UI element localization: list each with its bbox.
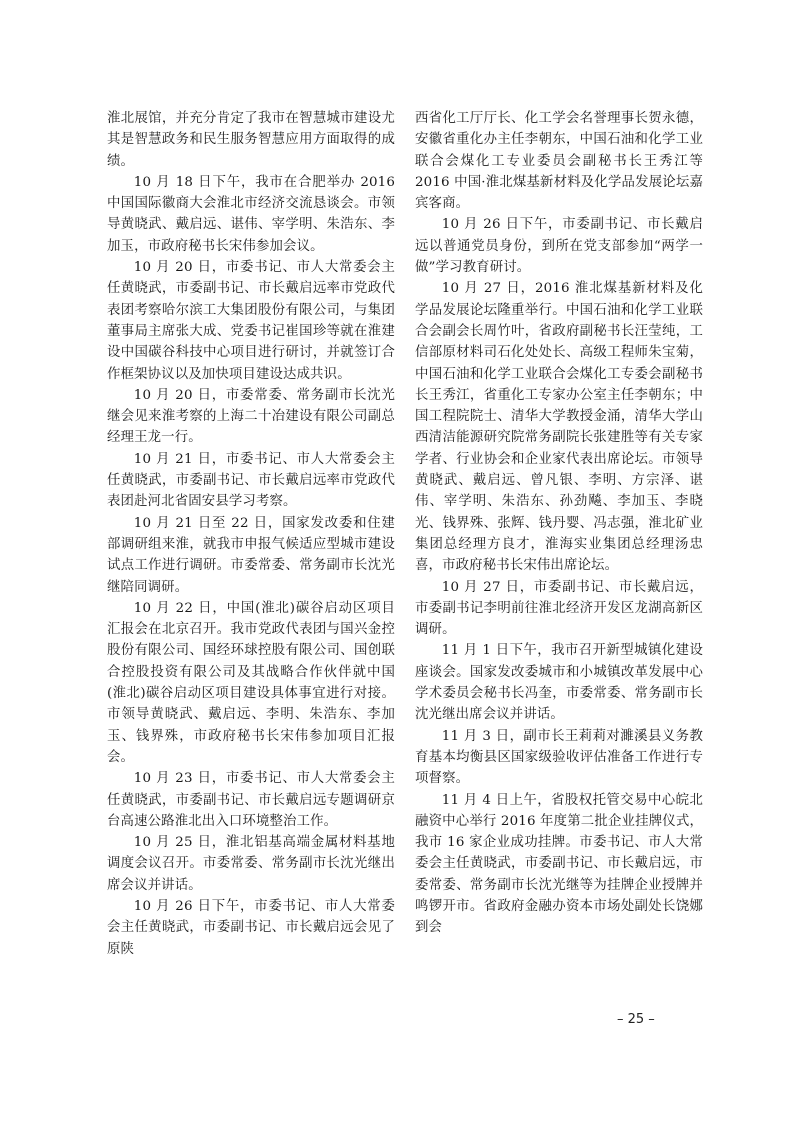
paragraph: 西省化工厅厅长、化工学会名誉理事长贺永德，安徽省重化办主任李朝东，中国石油和化学工业联合会煤化工专业委员会副秘书长王秀江等 2016 中国·淮北煤基新材料及化学品发展论坛嘉宾客商。 [415, 111, 703, 212]
right-column [415, 108, 703, 939]
paragraph: 10 月 25 日，淮北铝基高端金属材料基地调度会议召开。市委常委、常务副市长沈光继出席会议并讲话。 [107, 835, 395, 893]
page-number: – 25 – [617, 1012, 655, 1027]
paragraph: 10 月 27 日，2016 淮北煤基新材料及化学品发展论坛隆重举行。中国石油和化学工业联合会副会长周竹叶，省政府副秘书长汪莹纯，工信部原材料司石化处处长、高级工程师朱宝菊，中国石油和化学工业联合会煤化工专委会副秘书长王秀江，省重化工专家办公室主任李朝东；中国工程院院士、清华大学教授金涌，清华大学山西清洁能源研究院常务副院长张建胜等有关专家学者、行业协会和企业家代表出席论坛。市领导黄晓武、戴启远、曾凡银、李明、方宗泽、谌伟、宰学明、朱浩东、孙劲飚、李加玉、李晓光、钱界殊、张辉、钱丹婴、冯志强，淮北矿业集团总经理方良才，淮海实业集团总经理汤忠喜，市政府秘书长宋伟出席论坛。 [415, 281, 703, 574]
paragraph: 11 月 4 日上午，省股权托管交易中心皖北融资中心举行 2016 年度第二批企业挂牌仪式，我市 16 家企业成功挂牌。市委书记、市人大常委会主任黄晓武，市委副书记、市长戴启远，市委常委、常务副市长沈光继等为挂牌企业授牌并鸣锣开市。省政府金融办资本市场处副处长饶娜到会 [415, 792, 703, 936]
paragraph: 11 月 1 日下午，我市召开新型城镇化建设座谈会。国家发改委城市和小城镇改革发展中心学术委员会秘书长冯奎，市委常委、常务副市长沈光继出席会议并讲话。 [415, 643, 703, 723]
paragraph: 10 月 26 日下午，市委书记、市人大常委会主任黄晓武，市委副书记、市长戴启远会见了原陕 [107, 898, 395, 957]
paragraph: 10 月 21 日，市委书记、市人大常委会主任黄晓武，市委副书记、市长戴启远率市党政代表团赴河北省固安县学习考察。 [107, 451, 395, 510]
paragraph: 淮北展馆，并充分肯定了我市在智慧城市建设尤其是智慧政务和民生服务智慧应用方面取得的成绩。 [107, 111, 395, 169]
paragraph: 11 月 3 日，副市长王莉莉对濉溪县义务教育基本均衡县区国家级验收评估准备工作进行专项督察。 [415, 728, 703, 787]
paragraph: 10 月 20 日，市委书记、市人大常委会主任黄晓武，市委副书记、市长戴启远率市党政代表团考察哈尔滨工大集团股份有限公司，与集团董事局主席张大成、党委书记崔国珍等就在淮建设中国碳谷科技中心项目进行研讨，并就签订合作框架协议以及加快项目建设达成共识。 [107, 260, 395, 382]
paragraph: 10 月 22 日，中国(淮北)碳谷启动区项目汇报会在北京召开。我市党政代表团与国兴金控股份有限公司、国经环球控股有限公司、国创联合控股投资有限公司及其战略合作伙伴就中国(淮北)碳谷启动区项目建设具体事宜进行对接。市领导黄晓武、戴启远、李明、朱浩东、李加玉、钱界殊，市政府秘书长宋伟参加项目汇报会。 [107, 600, 395, 765]
paragraph: 10 月 27 日，市委副书记、市长戴启远，市委副书记李明前往淮北经济开发区龙湖高新区调研。 [415, 579, 703, 638]
paragraph: 10 月 20 日，市委常委、常务副市长沈光继会见来淮考察的上海二十冶建设有限公司副总经理王龙一行。 [107, 387, 395, 446]
paragraph: 10 月 26 日下午，市委副书记、市长戴启远以普通党员身份，到所在党支部参加“两学一做”学习教育研讨。 [415, 217, 703, 276]
left-column [107, 108, 395, 960]
paragraph: 10 月 23 日，市委书记、市人大常委会主任黄晓武，市委副书记、市长戴启远专题调研京台高速公路淮北出入口环境整治工作。 [107, 771, 395, 829]
paragraph: 10 月 18 日下午，我市在合肥举办 2016 中国国际徽商大会淮北市经济交流恳谈会。市领导黄晓武、戴启远、谌伟、宰学明、朱浩东、李加玉，市政府秘书长宋伟参加会议。 [107, 174, 395, 254]
paragraph: 10 月 21 日至 22 日，国家发改委和住建部调研组来淮，就我市申报气候适应型城市建设试点工作进行调研。市委常委、常务副市长沈光继陪同调研。 [107, 515, 395, 595]
